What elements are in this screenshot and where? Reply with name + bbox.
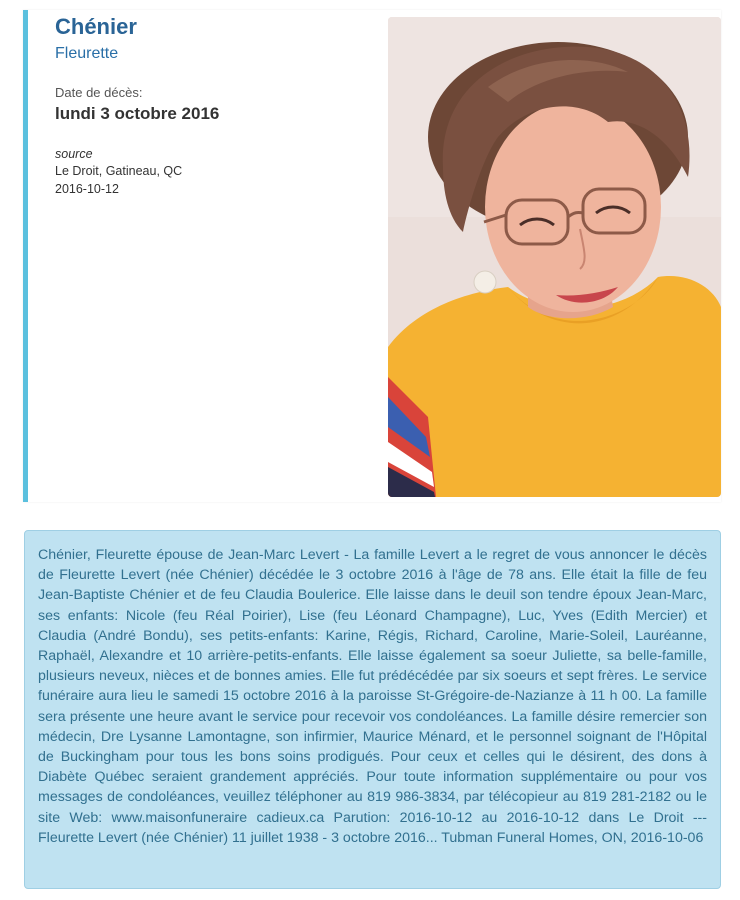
portrait-illustration [388,17,721,497]
source-name: Le Droit, Gatineau, QC [55,164,183,178]
death-date-value: lundi 3 octobre 2016 [55,104,220,123]
portrait-photo [388,17,721,497]
obituary-text: Chénier, Fleurette épouse de Jean-Marc Levert - La famille Levert a le regret de vous annoncer le décès de Fleurette Levert (née Chénier) décédée le 3 octobre 2016 à l'âge de 78 ans. Elle était la fille de feu Jean-Baptiste Chénier et de feu Claudia Boulerice. Elle laisse dans le deuil son tendre époux Jean-Marc, ses enfants: Nicole (feu Réal Poirier), Lise (feu Léonard Champagne), Luc, Yves (Edith Mercier) et Claudia (André Bondu), ses petits-enfants: Karine, Régis, Richard, Caroline, Marie-Soleil, Lauréanne, Raphaël, Alexandre et 10 arrière-petits-enfants. Elle laisse également sa soeur Juliette, sa belle-famille, plusieurs neveux, nièces et de bonnes amies. Elle fut prédécédée par six soeurs et sept frères. Le service funéraire aura lieu le samedi 15 octobre 2016 à la paroisse St-Grégoire-de-Nazianze à 11 h 00. La famille sera présente une heure avant le service pour recevoir vos condoléances. La famille désire remercier son médecin, Dre Lysanne Lamontagne, son infirmier, Maurice Ménard, et le personnel soignant de l'Hôpital de Buckingham pour tous les bons soins prodigués. Pour ceux et celles qui le désirent, des dons à Diabète Québec seraient grandement appréciés. Pour toute information supplémentaire ou pour vos messages de condoléances, veuillez téléphoner au 819 986-3834, par télécopieur au 819 281-2182 ou le site Web: www.maisonfuneraire cadieux.ca Parution: 2016-10-12 au 2016-10-12 dans Le Droit --- Fleurette Levert (née Chénier) 11 juillet 1938 - 3 octobre 2016... Tubman Funeral Homes, ON, 2016-10-06 [38,547,707,846]
obituary-header-card [23,10,721,502]
source-date: 2016-10-12 [55,182,119,196]
deceased-last-name: Chénier [55,14,137,39]
deceased-first-name: Fleurette [55,45,119,62]
obituary-text-panel [24,530,721,889]
source-label: source [55,147,93,161]
death-date-label: Date de décès: [55,85,143,100]
